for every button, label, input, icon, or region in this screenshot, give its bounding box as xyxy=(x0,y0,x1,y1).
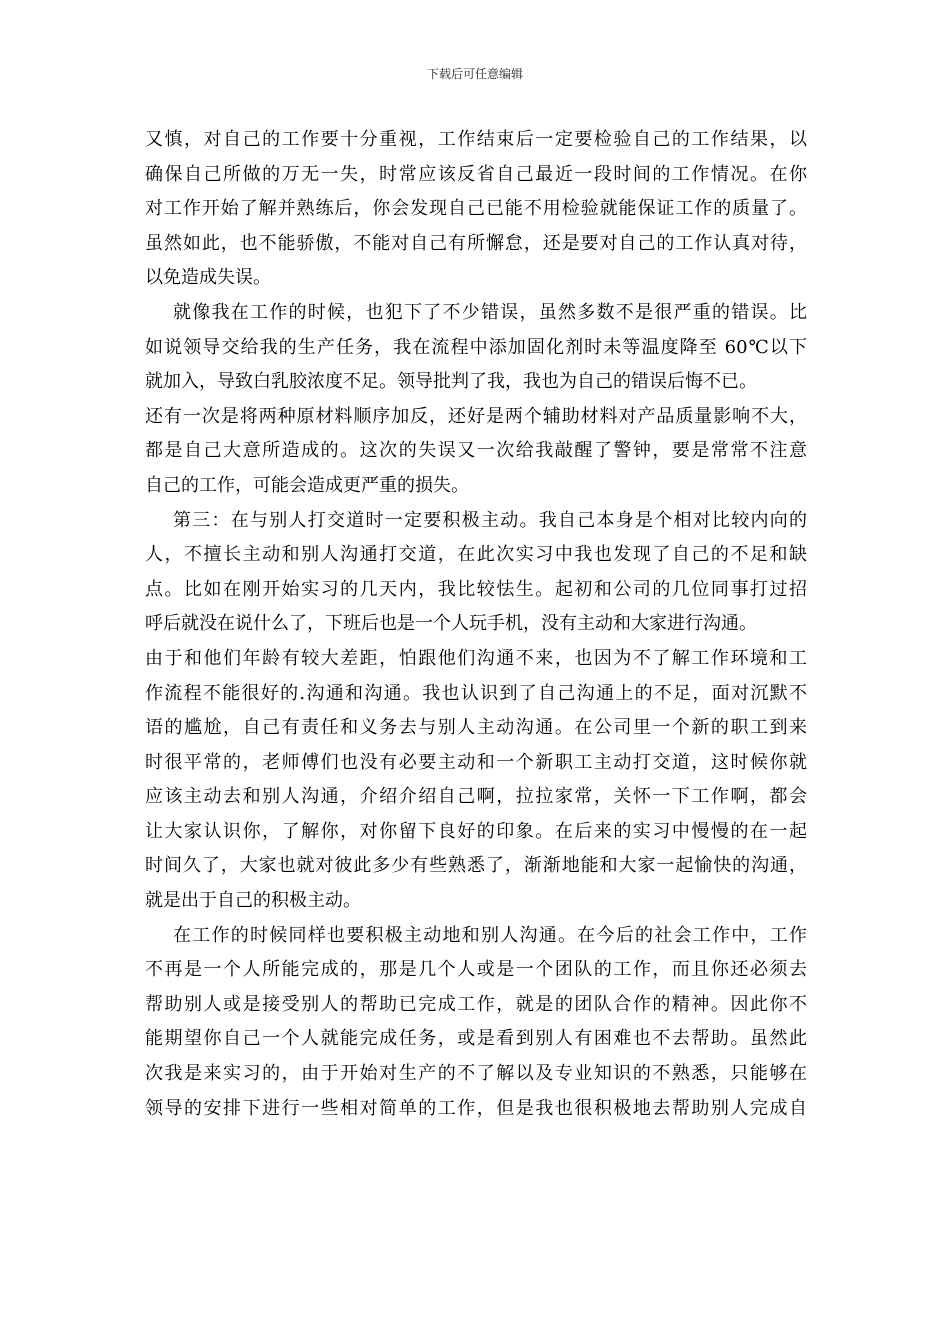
text-line: 又慎，对自己的工作要十分重视，工作结束后一定要检验自己的工作结果，以 xyxy=(145,129,807,150)
text-line: 时很平常的，老师傅们也没有必要主动和一个新职工主动打交道，这时候你就 xyxy=(145,751,807,773)
text-line: 人，不擅长主动和别人沟通打交道，在此次实习中我也发现了自己的不足和缺 xyxy=(145,544,807,566)
text-line: 以免造成失误。 xyxy=(145,267,271,289)
text-line: 不再是一个人所能完成的，那是几个人或是一个团队的工作，而且你还必须去 xyxy=(145,959,807,981)
text-line: 就加入，导致白乳胶浓度不足。领导批判了我，我也为自己的错误后悔不已。 xyxy=(145,371,757,393)
text-line: 就是出于自己的积极主动。 xyxy=(145,890,361,912)
text-line: 还有一次是将两种原材料顺序加反，还好是两个辅助材料对产品质量影响不大， xyxy=(145,405,807,427)
text-line: 能期望你自己一个人就能完成任务，或是看到别人有困难也不去帮助。虽然此 xyxy=(145,1028,807,1050)
text-line: 在工作的时候同样也要积极主动地和别人沟通。在今后的社会工作中，工作 xyxy=(173,924,807,946)
text-line: 自己的工作，可能会造成更严重的损失。 xyxy=(145,474,469,496)
paragraph xyxy=(145,296,807,504)
text-line: 如说领导交给我的生产任务，我在流程中添加固化剂时未等温度降至 60℃以下 xyxy=(145,336,807,358)
paragraph xyxy=(145,504,807,919)
document-body xyxy=(145,123,807,1126)
text-line: 让大家认识你，了解你，对你留下良好的印象。在后来的实习中慢慢的在一起 xyxy=(145,820,807,842)
text-line: 呼后就没在说什么了，下班后也是一个人玩手机，没有主动和大家进行沟通。 xyxy=(145,613,757,635)
paragraph xyxy=(145,919,807,1127)
text-line: 语的尴尬，自己有责任和义务去与别人主动沟通。在公司里一个新的职工到来 xyxy=(145,717,807,739)
text-line: 帮助别人或是接受别人的帮助已完成工作，就是的团队合作的精神。因此你不 xyxy=(145,993,807,1015)
text-line: 对工作开始了解并熟练后，你会发现自己已能不用检验就能保证工作的质量了。 xyxy=(145,198,807,220)
text-line: 次我是来实习的，由于开始对生产的不了解以及专业知识的不熟悉，只能够在 xyxy=(145,1063,807,1085)
text-line: 确保自己所做的万无一失，时常应该反省自己最近一段时间的工作情况。在你 xyxy=(145,163,807,185)
text-line: 应该主动去和别人沟通，介绍介绍自己啊，拉拉家常，关怀一下工作啊，都会 xyxy=(145,786,807,808)
text-line: 都是自己大意所造成的。这次的失误又一次给我敲醒了警钟，要是常常不注意 xyxy=(145,440,807,462)
paragraph xyxy=(145,123,807,296)
text-line: 点。比如在刚开始实习的几天内，我比较怯生。起初和公司的几位同事打过招 xyxy=(145,578,807,600)
text-line: 虽然如此，也不能骄傲，不能对自己有所懈怠，还是要对自己的工作认真对待， xyxy=(145,232,807,254)
text-line: 时间久了，大家也就对彼此多少有些熟悉了，渐渐地能和大家一起愉快的沟通， xyxy=(145,855,807,877)
text-line: 领导的安排下进行一些相对简单的工作，但是我也很积极地去帮助别人完成自 xyxy=(145,1097,807,1119)
text-line: 第三：在与别人打交道时一定要积极主动。我自己本身是个相对比较内向的 xyxy=(173,509,807,531)
page-header: 下载后可任意编辑 xyxy=(426,67,523,81)
text-line: 作流程不能很好的.沟通和沟通。我也认识到了自己沟通上的不足，面对沉默不 xyxy=(145,682,807,704)
text-line: 就像我在工作的时候，也犯下了不少错误，虽然多数不是很严重的错误。比 xyxy=(173,301,807,323)
text-line: 由于和他们年龄有较大差距，怕跟他们沟通不来，也因为不了解工作环境和工 xyxy=(145,647,807,669)
